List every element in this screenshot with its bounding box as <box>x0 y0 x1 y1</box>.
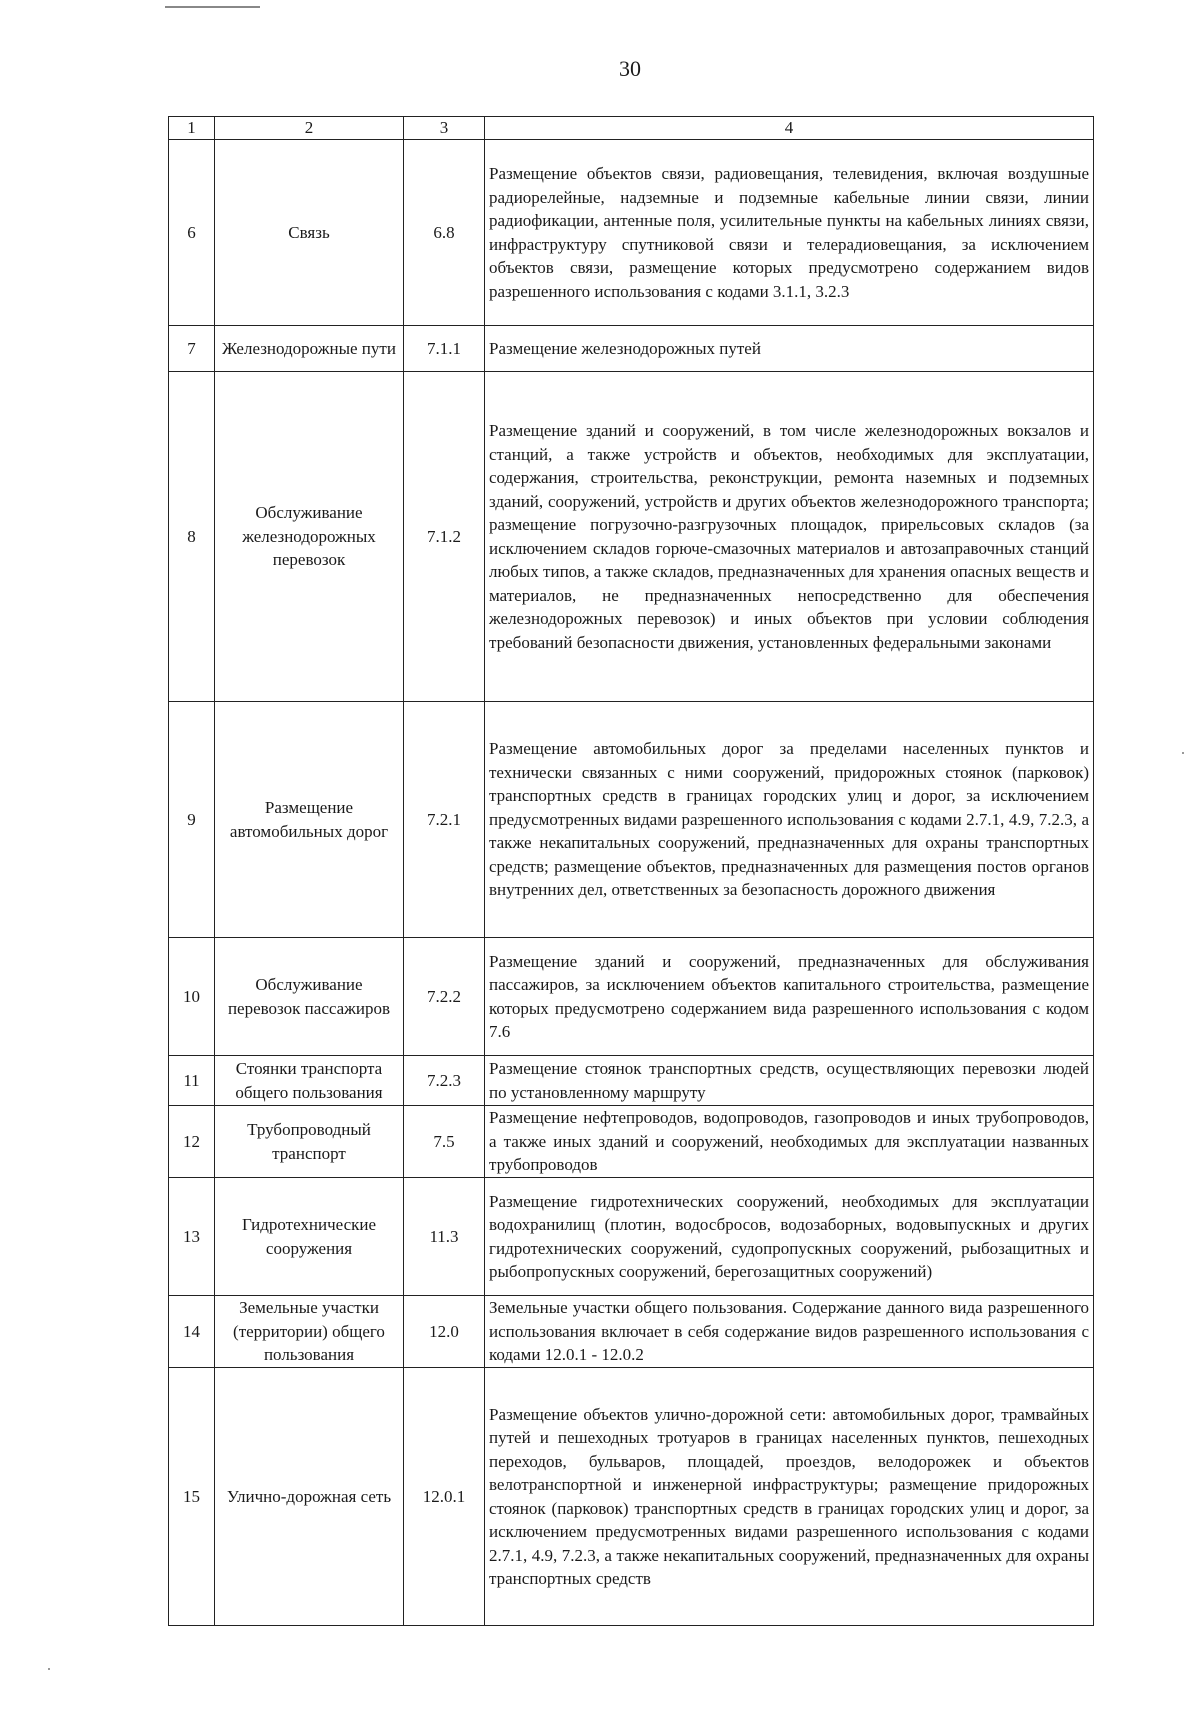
row-number: 8 <box>169 372 215 702</box>
table-row <box>169 702 1094 938</box>
use-type-name: Улично-дорожная сеть <box>215 1368 404 1626</box>
header-col-2: 2 <box>215 117 404 140</box>
use-type-code: 7.5 <box>404 1106 485 1178</box>
use-type-code: 7.2.1 <box>404 702 485 938</box>
use-type-name: Гидротехнические сооружения <box>215 1178 404 1296</box>
land-use-table <box>168 116 1094 1626</box>
table-row <box>169 140 1094 326</box>
use-type-description: Размещение объектов связи, радиовещания, телевидения, включая воздушные радиорелейные, надземные и подземные кабельные линии связи, линии радиофикации, антенные поля, усилительные пункты на кабельных линиях связи, инфраструктуру спутниковой связи и телерадиовещания, за исключением объектов связи, размещение которых предусмотрено содержанием видов разрешенного использования с кодами 3.1.1, 3.2.3 <box>485 140 1094 326</box>
table-row <box>169 1178 1094 1296</box>
use-type-name: Размещение автомобильных дорог <box>215 702 404 938</box>
table-row <box>169 372 1094 702</box>
table-row <box>169 326 1094 372</box>
use-type-name: Обслуживание перевозок пассажиров <box>215 938 404 1056</box>
use-type-code: 11.3 <box>404 1178 485 1296</box>
use-type-description: Размещение стоянок транспортных средств, осуществляющих перевозки людей по установленному маршруту <box>485 1056 1094 1106</box>
row-number: 12 <box>169 1106 215 1178</box>
use-type-name: Железнодорожные пути <box>215 326 404 372</box>
use-type-description: Размещение железнодорожных путей <box>485 326 1094 372</box>
use-type-code: 7.1.2 <box>404 372 485 702</box>
use-type-code: 12.0.1 <box>404 1368 485 1626</box>
table-row <box>169 1056 1094 1106</box>
use-type-description: Размещение зданий и сооружений, в том числе железнодорожных вокзалов и станций, а также устройств и объектов, необходимых для эксплуатации, содержания, строительства, реконструкции, ремонта наземных и подземных зданий, сооружений, устройств и других объектов железнодорожного транспорта; размещение погрузочно-разгрузочных площадок, прирельсовых складов (за исключением складов горюче-смазочных материалов и автозаправочных станций любых типов, а также складов, предназначенных для хранения опасных веществ и материалов, не предназначенных непосредственно для обеспечения железнодорожных перевозок) и иных объектов при условии соблюдения требований безопасности движения, установленных федеральными законами <box>485 372 1094 702</box>
row-number: 9 <box>169 702 215 938</box>
row-number: 13 <box>169 1178 215 1296</box>
use-type-description: Размещение зданий и сооружений, предназначенных для обслуживания пассажиров, за исключением объектов капитального строительства, размещение которых предусмотрено содержанием вида разрешенного использования с кодом 7.6 <box>485 938 1094 1056</box>
use-type-description: Размещение нефтепроводов, водопроводов, газопроводов и иных трубопроводов, а также иных зданий и сооружений, необходимых для эксплуатации названных трубопроводов <box>485 1106 1094 1178</box>
use-type-name: Земельные участки (территории) общего пользования <box>215 1296 404 1368</box>
row-number: 11 <box>169 1056 215 1106</box>
use-type-description: Земельные участки общего пользования. Содержание данного вида разрешенного использования включает в себя содержание видов разрешенного использования с кодами 12.0.1 - 12.0.2 <box>485 1296 1094 1368</box>
scan-speck <box>48 1668 50 1670</box>
row-number: 6 <box>169 140 215 326</box>
table-header-row <box>169 117 1094 140</box>
table-row <box>169 1106 1094 1178</box>
row-number: 10 <box>169 938 215 1056</box>
use-type-description: Размещение объектов улично-дорожной сети: автомобильных дорог, трамвайных путей и пешеходных тротуаров в границах населенных пунктов, пешеходных переходов, бульваров, площадей, проездов, велодорожек и объектов велотранспортной и инженерной инфраструктуры; размещение придорожных стоянок (парковок) транспортных средств в границах городских улиц и дорог, за исключением предусмотренных видами разрешенного использования с кодами 2.7.1, 4.9, 7.2.3, а также некапитальных сооружений, предназначенных для охраны транспортных средств <box>485 1368 1094 1626</box>
use-type-name: Трубопроводный транспорт <box>215 1106 404 1178</box>
use-type-code: 12.0 <box>404 1296 485 1368</box>
row-number: 7 <box>169 326 215 372</box>
table-row <box>169 1296 1094 1368</box>
use-type-name: Связь <box>215 140 404 326</box>
use-type-code: 7.1.1 <box>404 326 485 372</box>
scan-artifact-line <box>165 6 260 8</box>
use-type-name: Обслуживание железнодорожных перевозок <box>215 372 404 702</box>
use-type-name: Стоянки транспорта общего пользования <box>215 1056 404 1106</box>
header-col-1: 1 <box>169 117 215 140</box>
row-number: 15 <box>169 1368 215 1626</box>
page-number: 30 <box>619 56 641 81</box>
scan-speck <box>1182 752 1184 754</box>
use-type-code: 7.2.2 <box>404 938 485 1056</box>
table-row <box>169 938 1094 1056</box>
use-type-code: 6.8 <box>404 140 485 326</box>
header-col-4: 4 <box>485 117 1094 140</box>
table-row <box>169 1368 1094 1626</box>
row-number: 14 <box>169 1296 215 1368</box>
use-type-description: Размещение автомобильных дорог за пределами населенных пунктов и технически связанных с ними сооружений, придорожных стоянок (парковок) транспортных средств в границах городских улиц и дорог, за исключением предусмотренных видами разрешенного использования с кодами 2.7.1, 4.9, 7.2.3, а также некапитальных сооружений, предназначенных для охраны транспортных средств; размещение объектов, предназначенных для размещения постов органов внутренних дел, ответственных за безопасность дорожного движения <box>485 702 1094 938</box>
use-type-description: Размещение гидротехнических сооружений, необходимых для эксплуатации водохранилищ (плотин, водосбросов, водозаборных, водовыпускных и других гидротехнических сооружений, судопропускных сооружений, рыбозащитных и рыбопропускных сооружений, берегозащитных сооружений) <box>485 1178 1094 1296</box>
use-type-code: 7.2.3 <box>404 1056 485 1106</box>
header-col-3: 3 <box>404 117 485 140</box>
